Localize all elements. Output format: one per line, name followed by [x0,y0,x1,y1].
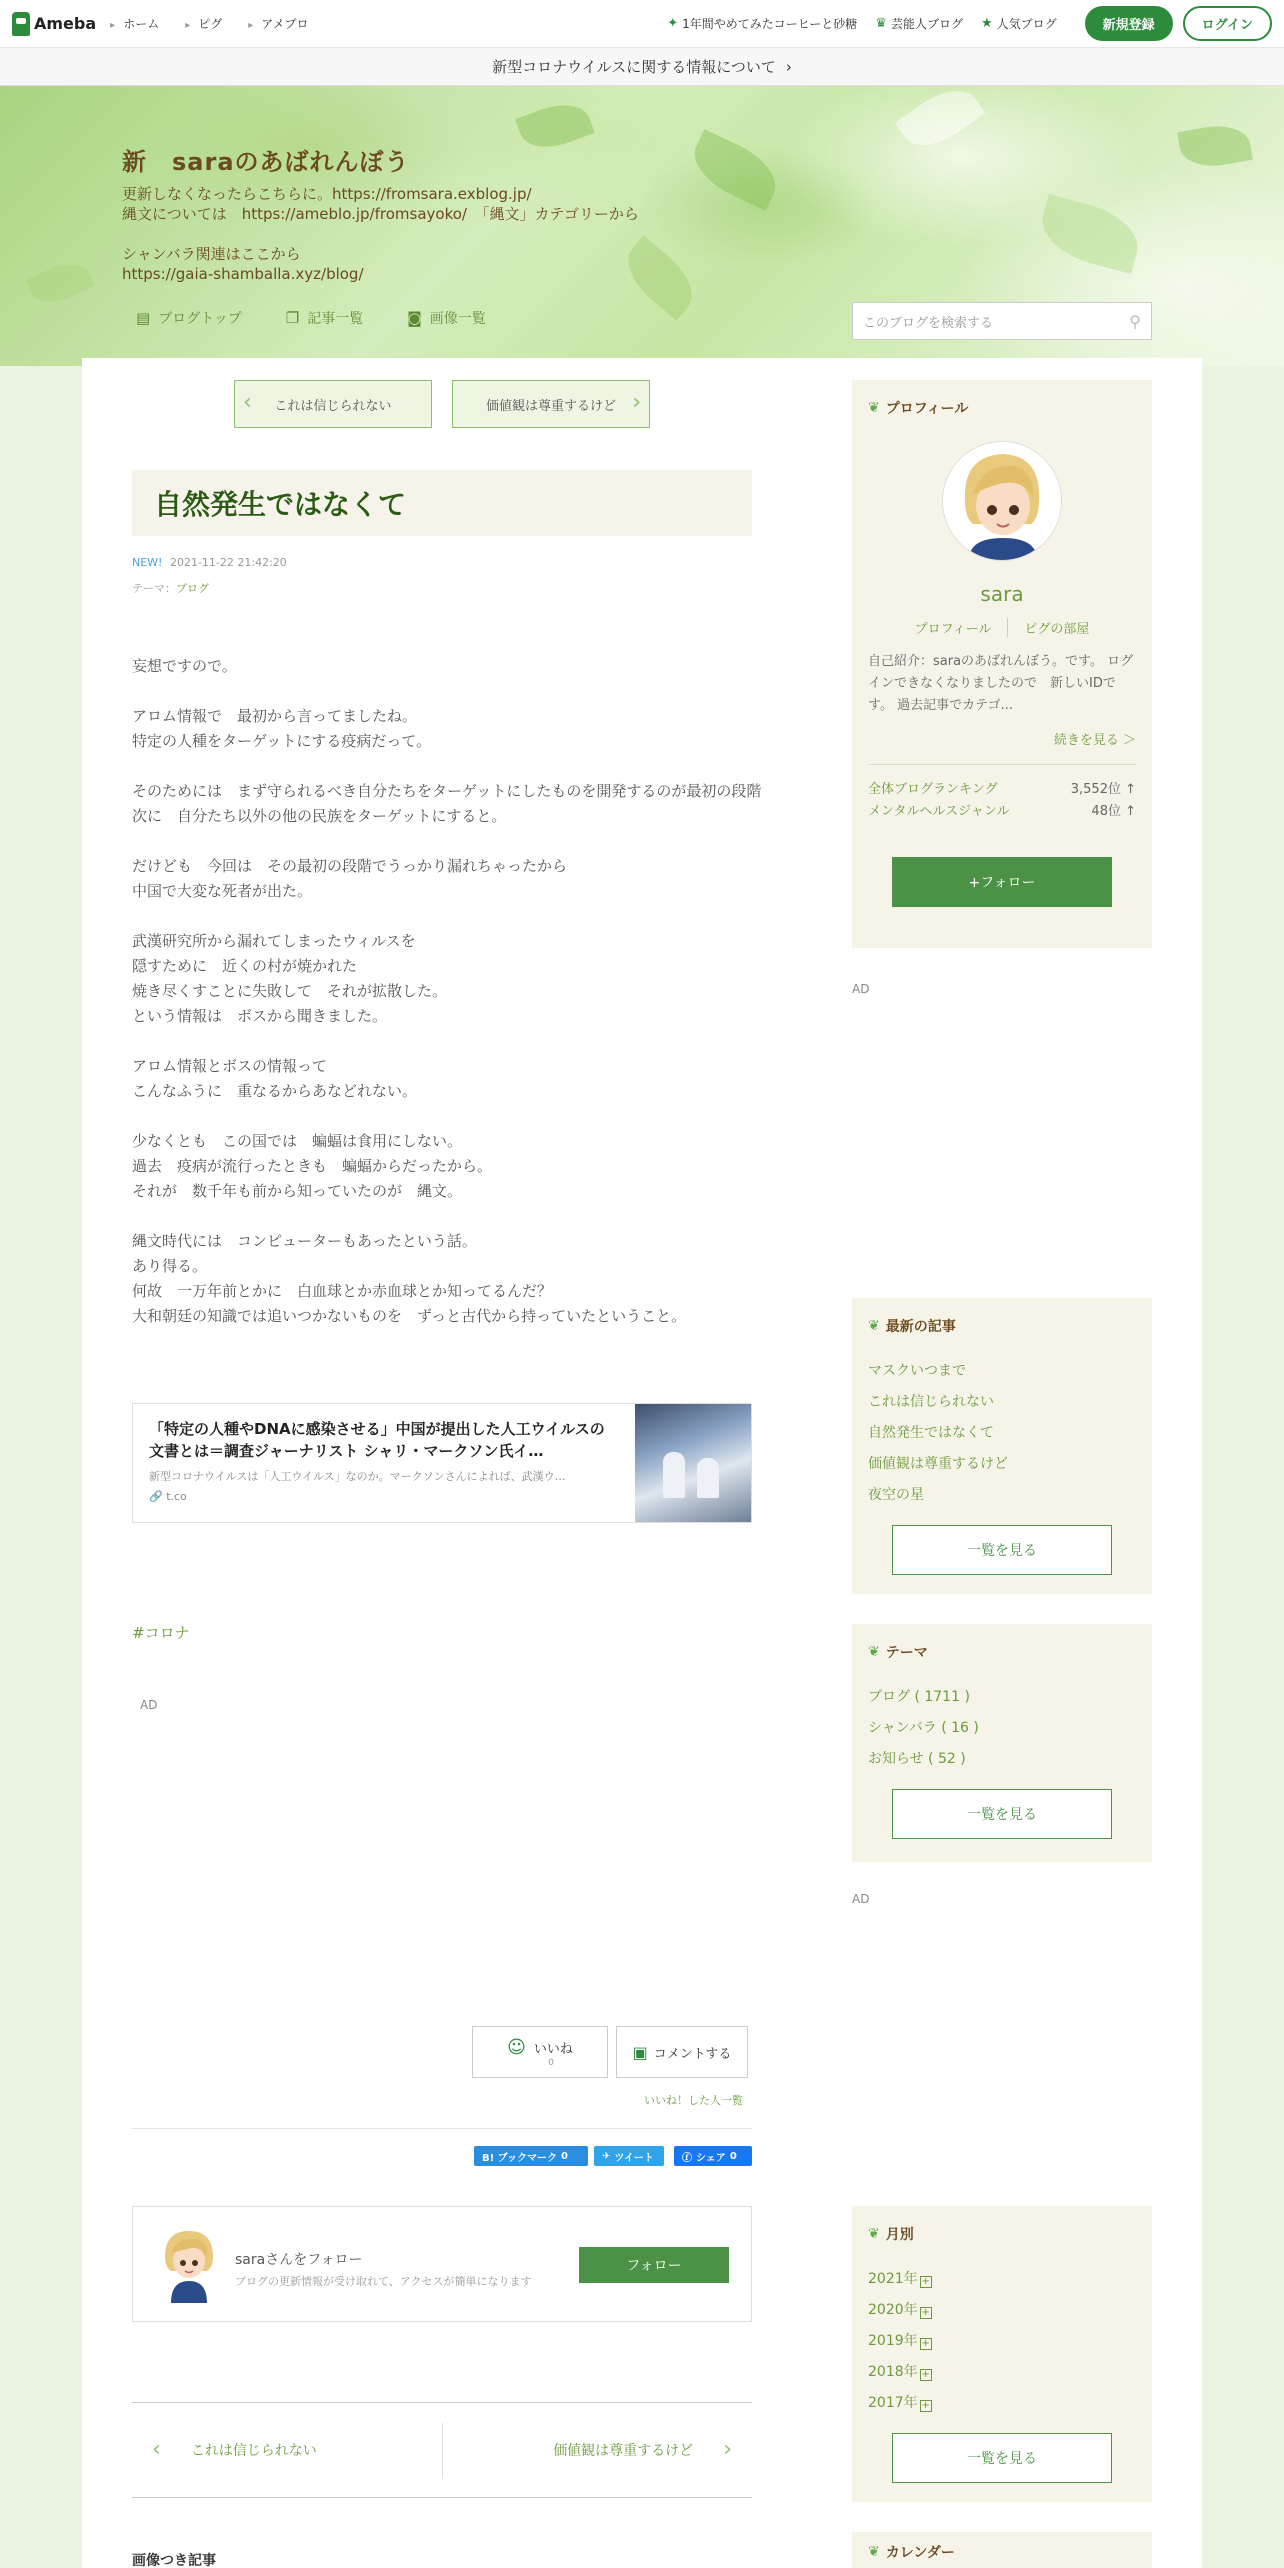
blog-search-input[interactable] [852,302,1152,340]
celebrity-blogs-link[interactable] [875,15,963,32]
link-icon: 🔗 [149,1490,163,1503]
blog-nav-images-label: 画像一覧 [429,311,486,327]
link-card-description: 新型コロナウイルスは「人工ウイルス」なのか。マークソンさんによれば、武漢ウ… [149,1470,566,1483]
ameba-logo-text: Ameba [34,14,97,33]
next-article-link[interactable] [553,2437,732,2462]
monthly-heading-label: 月別 [885,2227,914,2243]
leaf-decoration [684,129,786,211]
chevron-left-icon: ‹ [152,2437,161,2462]
link-card-source-text: t.co [166,1490,187,1503]
blog-header [0,86,1284,366]
article-theme [132,580,209,596]
link-card-source [149,1490,619,1503]
leaf-icon: ❦ [868,400,880,416]
chevron-left-icon: ‹ [243,390,252,415]
follow-box [132,2206,752,2322]
article-meta [132,556,287,569]
leaf-icon: ❦ [868,1644,880,1660]
smile-icon: ☺ [507,2036,526,2058]
prev-article-link[interactable] [152,2437,317,2462]
leaf-decoration [26,255,95,311]
article-title[interactable]: 自然発生ではなくて [132,470,752,536]
camera-icon: ◙ [407,309,422,327]
thumbnail-figure [663,1452,685,1498]
rank-label: メンタルヘルスジャンル [868,804,1010,819]
themes-widget [852,1624,1152,1862]
profile-name[interactable]: sara [980,582,1024,606]
rank-label: 全体ブログランキング [868,782,998,797]
featured-link[interactable] [667,15,857,32]
leaf-decoration [1177,120,1253,172]
follow-description: ブログの更新情報が受け取れて、アクセスが簡単になります [235,2275,532,2288]
recent-articles-widget [852,1298,1152,1594]
article-body: 妄想ですので。 アロム情報で 最初から言ってましたね。 特定の人種をターゲットにする疫病だって。 そのためには まず守られるべき自分たちをターゲットにしたものを開発するのが最初の段階 次に 自分たち以外の他の民族をターゲットにすると。 だけども 今回は その最初の段階でうっかり漏れちゃったから 中国で大変な死者が出た。 武漢研究所から漏れてしまったウィルスを 隠すために 近くの村が焼かれた 焼き尽くすことに失敗して それが拡散した。 という情報は ボスから聞きました。 アロム情報とボスの情報って こんなふうに 重なるからあなどれない。 少なくとも この国では 蝙蝠は食用にしない。 過去 疫病が流行ったときも 蝙蝠からだったから。 それが 数千年も前から知っていたのが 縄文。 縄文時代には コンピューターもあったという話。 あり得る。 何故 一万年前とかに 白血球とか赤血球とか知ってるんだ？ 大和朝廷の知識では追いつかないものを ずっと古代から持っていたということ。 [132,657,762,1325]
month-year: 2017年 [868,2395,918,2411]
themes-see-all-button[interactable]: 一覧を見る [892,1789,1112,1839]
comment-button[interactable] [616,2026,748,2078]
profile-avatar[interactable] [943,442,1061,560]
recent-see-all-button[interactable]: 一覧を見る [892,1525,1112,1575]
profile-links [852,618,1152,637]
signup-button[interactable]: 新規登録 [1085,6,1173,41]
calendar-heading-label: カレンダー [885,2545,955,2561]
divider [132,2128,752,2129]
recent-heading-label: 最新の記事 [885,1319,956,1335]
calendar-heading [852,2532,1152,2562]
like-count: 0 [548,2057,554,2068]
month-year: 2021年 [868,2271,918,2287]
twitter-icon: ✈ [602,2150,611,2162]
blog-nav-images[interactable] [407,308,486,328]
nav-ameblo[interactable]: ▸ アメブロ [248,15,308,32]
profile-intro: 自己紹介：saraのあばれんぼう。です。 ログインできなくなりましたので 新しいIDです。 過去記事でカテゴ... [868,654,1134,713]
search-icon[interactable]: ⚲ [1129,311,1141,331]
featured-link-label: 1年間やめてみたコーヒーと砂糖 [682,17,858,31]
leaf-decoration [895,77,986,159]
monthly-heading [852,2206,1152,2244]
login-button[interactable]: ログイン [1183,6,1272,41]
themes-heading-label: テーマ [885,1645,928,1661]
recent-item[interactable]: これは信じられない [868,1394,994,1410]
expand-plus-icon[interactable]: + [921,2338,930,2349]
ameba-logo[interactable] [12,12,96,36]
sidebar-follow-button[interactable]: +フォロー [892,857,1112,907]
chevron-right-icon: › [785,57,792,76]
leaf-decoration [515,95,594,157]
sidebar-ad-label: AD [852,982,870,996]
profile-widget [852,380,1152,948]
covid-notice-text: 新型コロナウイルスに関する情報について [492,58,776,76]
link-card-text [133,1404,635,1522]
genre-ranking[interactable] [852,801,1152,823]
follow-button[interactable]: フォロー [579,2247,729,2283]
blog-nav-entries-label: 記事一覧 [307,311,364,327]
monthly-see-all-button[interactable]: 一覧を見る [892,2433,1112,2483]
month-year: 2020年 [868,2302,918,2318]
star-icon: ★ [980,16,993,31]
new-badge: NEW! [132,556,163,569]
recent-heading [852,1298,1152,1336]
calendar-widget [852,2532,1152,2568]
like-button[interactable] [472,2026,608,2078]
theme-item[interactable]: ブログ ( 1711 ) [868,1689,970,1705]
popular-blogs-label: 人気ブログ [996,17,1057,31]
facebook-share-button[interactable] [674,2146,752,2166]
crown-icon: ♛ [875,16,887,31]
article-ad-label: AD [140,1698,158,1712]
rank-value: 3,552位 ↑ [1070,782,1136,797]
hatena-bookmark-button[interactable] [474,2146,588,2166]
facebook-label: シェア [696,2152,726,2164]
sparkle-icon: ✦ [667,16,679,31]
expand-plus-icon[interactable]: + [921,2369,930,2380]
like-row [507,2037,573,2058]
hatena-count: 0 [560,2150,568,2162]
chevron-right-icon: › [632,390,641,415]
prev-article-title: これは信じられない [274,398,392,414]
facebook-count: 0 [729,2150,737,2162]
monthly-list [852,2244,1152,2419]
global-header [0,0,1284,48]
recent-item[interactable]: マスクいつまで [868,1363,966,1379]
article-datetime: 2021-11-22 21:42:20 [169,556,287,569]
celebrity-blogs-label: 芸能人ブログ [890,17,963,31]
next-article-title: 価値観は尊重するけど [485,398,616,414]
nav-home[interactable]: ▸ ホーム [110,15,159,32]
month-year: 2018年 [868,2364,918,2380]
tweet-label: ツイート [614,2152,654,2164]
expand-plus-icon[interactable]: + [921,2400,930,2411]
expand-plus-icon[interactable]: + [921,2307,930,2318]
month-year: 2019年 [868,2333,918,2349]
month-item[interactable] [868,2264,1136,2295]
read-more-link[interactable]: 続きを見る ＞ [1053,733,1136,748]
sidebar-ad-label-2: AD [852,1892,870,1906]
facebook-icon: ⓕ [682,2152,692,2164]
blog-nav [136,308,486,328]
leaf-icon: ❦ [868,1318,880,1334]
month-item[interactable] [868,2326,1136,2357]
blog-description: 更新しなくなったらこちらに。https://fromsara.exblog.jp/ 縄文については https://ameblo.jp/fromsayoko/ 「縄文」カテゴリーから シャンバラ関連はここから https://gaia-shamballa.xyz/blog/ [122,185,639,283]
monthly-widget [852,2206,1152,2502]
blog-nav-entries[interactable] [286,308,363,328]
theme-label: テーマ： [132,582,176,595]
chevron-right-icon: › [723,2437,732,2462]
blog-nav-top[interactable] [136,308,242,328]
popular-blogs-link[interactable] [981,15,1057,32]
image-articles-heading: 画像つき記事 [132,2553,216,2568]
document-icon: ▤ [136,309,151,327]
follow-author-name: saraさんをフォロー [235,2252,363,2268]
month-item[interactable] [868,2357,1136,2388]
recent-item[interactable]: 自然発生ではなくて [868,1425,994,1441]
nav-pigg[interactable]: ▸ ピグ [185,15,222,32]
theme-item[interactable]: お知らせ ( 52 ) [868,1751,966,1767]
theme-item[interactable]: シャンバラ ( 16 ) [868,1720,979,1736]
prev-article-link-title: これは信じられない [190,2442,317,2459]
rank-value: 48位 ↑ [1091,804,1136,819]
hatena-label: B! ブックマーク [482,2152,557,2164]
pigg-room-link[interactable]: ピグの部屋 [1007,618,1089,637]
comment-label: コメントする [653,2046,732,2062]
prev-article-button[interactable] [234,380,432,428]
leaf-icon: ❦ [868,2544,880,2560]
recent-item[interactable]: 夜空の星 [868,1487,924,1503]
recent-item[interactable]: 価値観は尊重するけど [868,1456,1008,1472]
hashtag-link[interactable]: #コロナ [132,1624,190,1642]
next-article-button[interactable] [452,380,650,428]
comment-icon: ▣ [632,2042,648,2062]
next-article-link-title: 価値観は尊重するけど [553,2442,694,2459]
profile-link[interactable]: プロフィール [914,622,992,637]
profile-heading-label: プロフィール [885,401,969,417]
month-item[interactable] [868,2388,1136,2419]
link-card-thumbnail [635,1404,751,1522]
article-pager [132,2402,752,2498]
themes-list [852,1662,1152,1775]
global-header-right [667,6,1272,41]
covid-notice-bar[interactable] [0,48,1284,86]
leaf-decoration [1034,194,1145,274]
author-avatar [157,2227,221,2303]
likers-list-link[interactable]: いいね！した人一覧 [644,2094,743,2107]
overall-ranking[interactable] [852,779,1152,801]
month-item[interactable] [868,2295,1136,2326]
thumbnail-figure [697,1458,719,1498]
blog-nav-top-label: ブログトップ [158,311,242,327]
copy-icon: ❐ [285,309,300,327]
recent-list [852,1336,1152,1511]
leaf-icon: ❦ [868,2226,880,2242]
like-label: いいね [533,2041,573,2057]
tweet-button[interactable] [594,2146,664,2166]
themes-heading [852,1624,1152,1662]
search-placeholder: このブログを検索する [863,315,994,331]
blog-title[interactable]: 新 saraのあばれんぼう [122,148,410,176]
ameba-logo-icon [12,12,30,36]
link-preview-card[interactable] [132,1403,752,1523]
pager-divider [442,2423,443,2479]
global-nav [110,15,308,32]
profile-heading [852,380,1152,418]
link-card-title: 「特定の人種やDNAに感染させる」中国が提出した人工ウイルスの文書とは＝調査ジャーナリスト シャリ・マークソン氏イ… [149,1420,605,1460]
expand-plus-icon[interactable]: + [921,2276,930,2287]
theme-link[interactable]: ブログ [176,582,209,595]
